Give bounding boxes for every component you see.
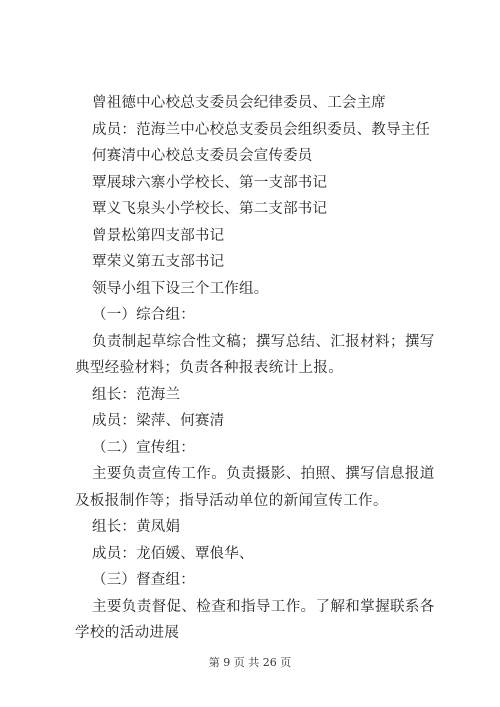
text-line: 覃义飞泉头小学校长、第二支部书记: [92, 201, 328, 217]
page-number-footer: 第 9 页 共 26 页: [208, 656, 292, 669]
text-line: 组长：范海兰: [92, 386, 181, 403]
section-heading: （三）督查组：: [92, 572, 195, 588]
paragraph: 主要负责宣传工作。负责摄影、拍照、撰写信息报道及板报制作等；指导活动单位的新闻宣传工作。: [75, 466, 435, 509]
text-line: 组长：黄凤娟: [92, 519, 181, 535]
document-body: [75, 90, 435, 647]
paragraph: 主要负责督促、检查和指导工作。了解和掌握联系各学校的活动进展: [75, 598, 435, 641]
section-heading: （一）综合组：: [92, 307, 195, 323]
text-line: 覃展球六寨小学校长、第一支部书记: [92, 174, 328, 191]
text-line: 曾祖德中心校总支委员会纪律委员、工会主席: [92, 95, 386, 111]
text-line: 何赛清中心校总支委员会宣传委员: [92, 148, 313, 164]
text-line: 成员：梁萍、何赛清: [92, 413, 225, 429]
section-heading: （二）宣传组：: [92, 439, 195, 456]
text-line: 成员：龙佰媛、覃俍华、: [92, 545, 254, 562]
text-line: 覃荣义第五支部书记: [92, 254, 225, 270]
text-line: 领导小组下设三个工作组。: [92, 280, 269, 297]
text-line: 曾景松第四支部书记: [92, 227, 225, 244]
text-line: 成员：范海兰中心校总支委员会组织委员、教导主任: [92, 121, 431, 138]
paragraph: 负责制起草综合性文稿；撰写总结、汇报材料；撰写典型经验材料；负责各种报表统计上报。: [75, 333, 435, 376]
